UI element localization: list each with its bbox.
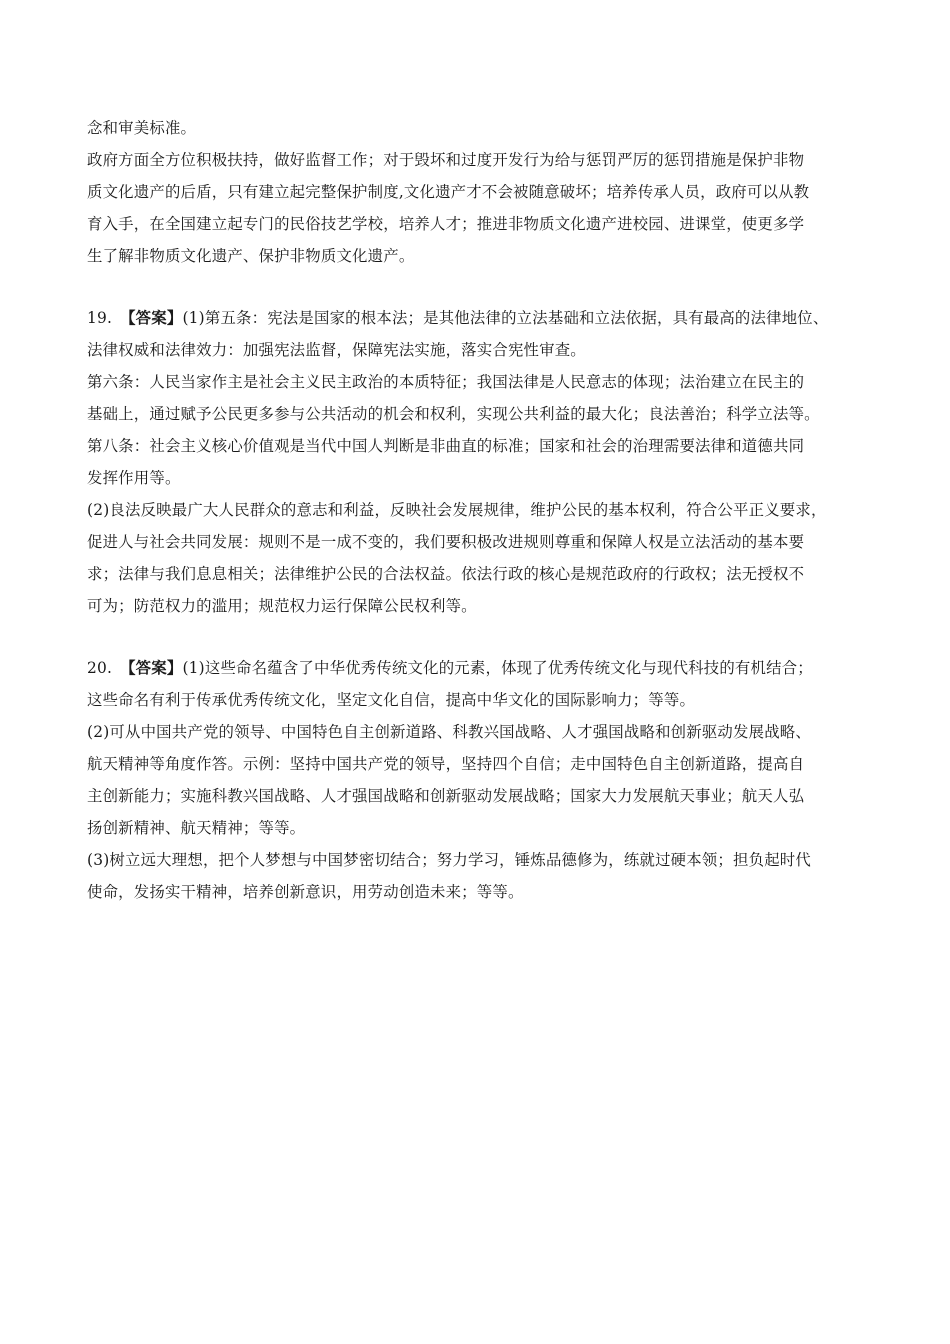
text-line: 求；法律与我们息息相关；法律维护公民的合法权益。依法行政的核心是规范政府的行政权；法无授权不 (87, 565, 805, 583)
answer-label: 【答案】 (120, 659, 183, 677)
text-line: 生了解非物质文化遗产、保护非物质文化遗产。 (87, 247, 415, 265)
question-number: 19. (87, 309, 113, 327)
q19-first-line (87, 302, 877, 334)
text-line: (2)可从中国共产党的领导、中国特色自主创新道路、科教兴国战略、人才强国战略和创新驱动发展战略、 (87, 723, 811, 741)
text-line: 基础上，通过赋予公民更多参与公共活动的机会和权利，实现公共利益的最大化；良法善治；科学立法等。 (87, 405, 820, 423)
answer-text: (1)第五条：宪法是国家的根本法；是其他法律的立法基础和立法依据，具有最高的法律地位、 (182, 309, 829, 327)
text-line: 育入手，在全国建立起专门的民俗技艺学校，培养人才；推进非物质文化遗产进校园、进课堂，使更多学 (87, 215, 805, 233)
section-gap (87, 622, 877, 652)
text-line: 促进人与社会共同发展：规则不是一成不变的，我们要积极改进规则尊重和保障人权是立法活动的基本要 (87, 533, 805, 551)
text-line: 主创新能力；实施科教兴国战略、人才强国战略和创新驱动发展战略；国家大力发展航天事业；航天人弘 (87, 787, 805, 805)
text-line: 可为；防范权力的滥用；规范权力运行保障公民权利等。 (87, 597, 477, 615)
q20-answer-block (87, 652, 877, 908)
text-line: 第六条：人民当家作主是社会主义民主政治的本质特征；我国法律是人民意志的体现；法治建立在民主的 (87, 373, 805, 391)
text-line: 这些命名有利于传承优秀传统文化，坚定文化自信，提高中华文化的国际影响力；等等。 (87, 691, 696, 709)
section-gap (87, 272, 877, 302)
text-line: (3)树立远大理想，把个人梦想与中国梦密切结合；努力学习，锤炼品德修为，练就过硬本领；担负起时代 (87, 851, 811, 869)
text-line: (2)良法反映最广大人民群众的意志和利益，反映社会发展规律，维护公民的基本权利，符合公平正义要求， (87, 501, 827, 519)
text-line: 第八条：社会主义核心价值观是当代中国人判断是非曲直的标准；国家和社会的治理需要法律和道德共同 (87, 437, 805, 455)
text-line: 航天精神等角度作答。示例：坚持中国共产党的领导，坚持四个自信；走中国特色自主创新道路，提高自 (87, 755, 805, 773)
text-line: 使命，发扬实干精神，培养创新意识，用劳动创造未来；等等。 (87, 883, 524, 901)
answer-text: (1)这些命名蕴含了中华优秀传统文化的元素，体现了优秀传统文化与现代科技的有机结合； (182, 659, 813, 677)
text-line: 扬创新精神、航天精神；等等。 (87, 819, 306, 837)
answer-label: 【答案】 (120, 309, 183, 327)
text-line: 发挥作用等。 (87, 469, 181, 487)
text-line: 念和审美标准。 (87, 119, 197, 137)
text-line: 政府方面全方位积极扶持，做好监督工作；对于毁坏和过度开发行为给与惩罚严厉的惩罚措施是保护非物 (87, 151, 805, 169)
text-line: 法律权威和法律效力：加强宪法监督，保障宪法实施，落实合宪性审查。 (87, 341, 586, 359)
answer-document (87, 112, 877, 908)
text-line: 质文化遗产的后盾，只有建立起完整保护制度,文化遗产才不会被随意破坏；培养传承人员，政府可以从教 (87, 183, 810, 201)
q18-tail-block (87, 112, 877, 272)
question-number: 20. (87, 659, 113, 677)
q19-answer-block (87, 302, 877, 622)
q20-first-line (87, 652, 877, 684)
